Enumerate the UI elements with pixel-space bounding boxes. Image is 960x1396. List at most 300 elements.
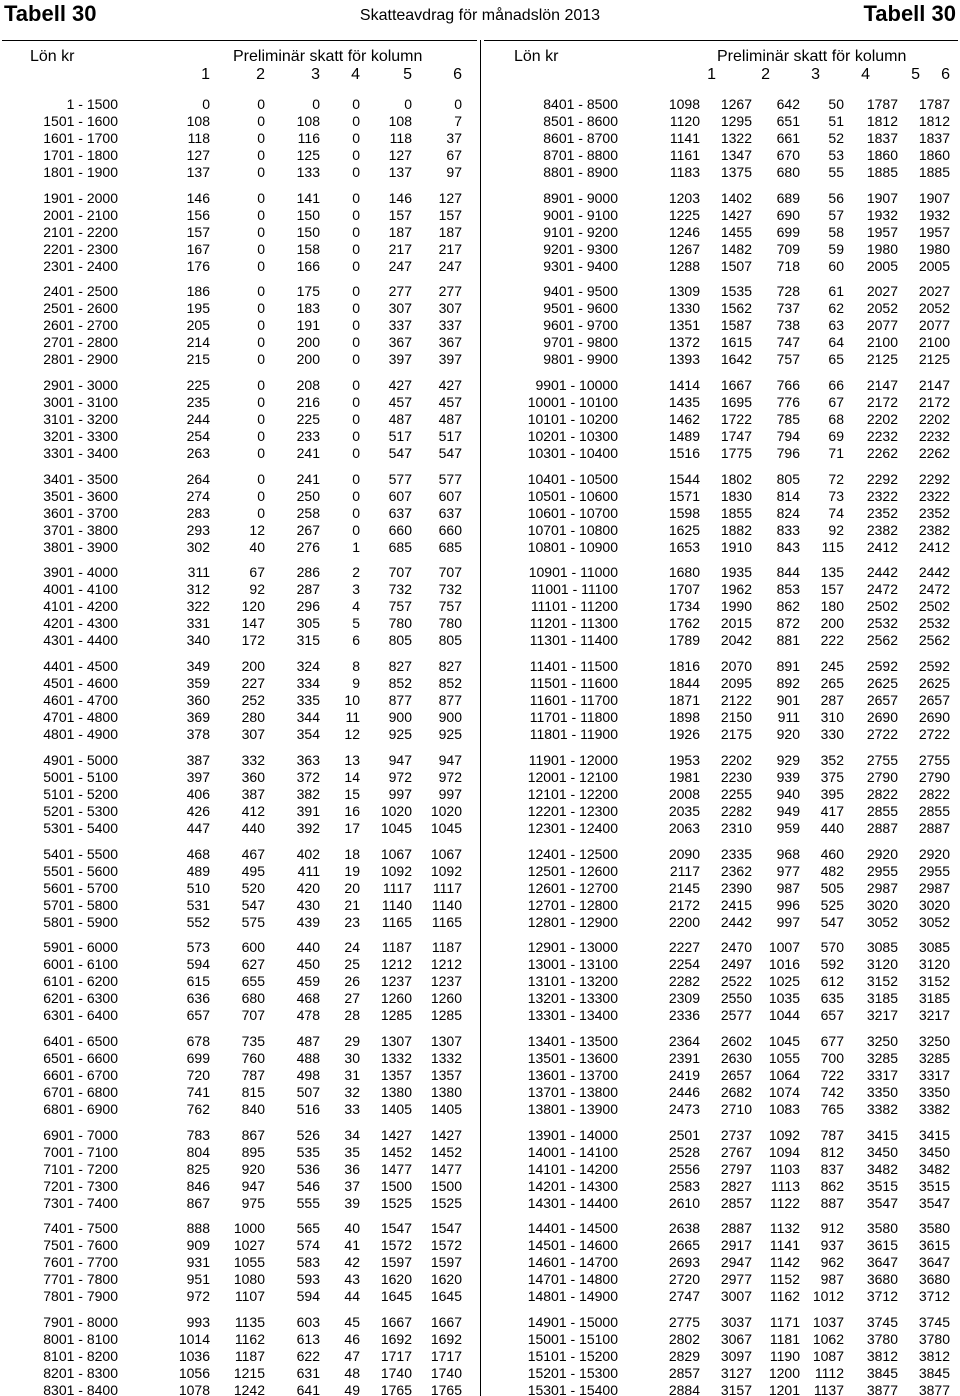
tax-cell: 2254: [668, 956, 700, 973]
tax-cell: 1020: [380, 802, 412, 819]
tax-cell: 1094: [768, 1143, 800, 1160]
tax-cell: 642: [776, 96, 800, 112]
tax-cell: 42: [344, 1254, 360, 1271]
table-row: [0, 190, 476, 207]
table-row: [0, 1254, 476, 1271]
salary-range-cell: 13501 - 13600: [527, 1049, 618, 1066]
tax-cell: 1267: [668, 240, 700, 257]
tax-cell: 1025: [768, 973, 800, 990]
tax-cell: 631: [296, 1364, 320, 1381]
tax-cell: 33: [344, 1100, 360, 1117]
tax-cell: 397: [186, 768, 210, 785]
tax-cell: 2887: [720, 1220, 752, 1237]
tax-cell: 1120: [669, 113, 700, 129]
table-row: [484, 803, 960, 820]
tax-cell: 391: [296, 802, 320, 819]
tax-cell: 217: [388, 240, 412, 257]
tax-cell: 657: [820, 1007, 844, 1024]
salary-range-cell: 4501 - 4600: [43, 675, 118, 692]
table-row: [0, 488, 476, 505]
tax-cell: 3780: [918, 1330, 950, 1347]
tax-cell: 250: [296, 487, 320, 504]
tax-cell: 0: [352, 223, 360, 240]
tax-cell: 195: [186, 300, 210, 317]
table-row: [484, 1161, 960, 1178]
tax-cell: 2095: [720, 675, 752, 692]
tax-cell: 787: [820, 1126, 844, 1143]
tax-cell: 180: [820, 598, 844, 615]
table-row: [0, 786, 476, 803]
tax-cell: 97: [446, 164, 462, 180]
tax-cell: 2027: [918, 283, 950, 300]
tax-cell: 1080: [233, 1271, 265, 1288]
tax-cell: 137: [388, 164, 412, 180]
tax-cell: 3007: [720, 1288, 752, 1305]
table-row: [0, 990, 476, 1007]
tax-cell: 3085: [918, 939, 950, 956]
tax-cell: 877: [438, 692, 462, 709]
tax-cell: 2625: [866, 675, 898, 692]
tax-cell: 3780: [866, 1330, 898, 1347]
tax-cell: 116: [297, 130, 320, 146]
tax-cell: 900: [438, 709, 462, 726]
tax-cell: 2322: [918, 487, 950, 504]
salary-range-cell: 13201 - 13300: [527, 990, 618, 1007]
tax-cell: 3317: [918, 1066, 950, 1083]
row-group: [484, 471, 960, 556]
tax-cell: 1062: [812, 1330, 844, 1347]
tax-cell: 3615: [918, 1237, 950, 1254]
tax-cell: 0: [257, 147, 265, 163]
table-row: [484, 1237, 960, 1254]
tax-cell: 0: [352, 283, 360, 300]
tax-cell: 1544: [668, 470, 700, 487]
tax-cell: 2755: [866, 751, 898, 768]
tax-cell: 3745: [918, 1313, 950, 1330]
tax-cell: 1171: [769, 1313, 800, 1330]
tax-cell: 34: [344, 1126, 360, 1143]
row-group: [484, 658, 960, 743]
tax-cell: 440: [296, 939, 320, 956]
tax-cell: 307: [388, 300, 412, 317]
salary-range-cell: 10301 - 10400: [527, 445, 618, 462]
tax-cell: 1707: [668, 581, 700, 598]
tax-cell: 1717: [380, 1347, 412, 1364]
tax-cell: 846: [186, 1177, 210, 1194]
tax-cell: 699: [186, 1049, 210, 1066]
tax-cell: 1722: [720, 411, 752, 428]
table-row: [484, 394, 960, 411]
tax-cell: 1572: [380, 1237, 412, 1254]
tax-cell: 13: [344, 751, 360, 768]
tax-cell: 1141: [769, 1237, 800, 1254]
table-row: [0, 113, 476, 130]
row-group: [484, 1033, 960, 1118]
tax-cell: 252: [241, 692, 265, 709]
salary-range-cell: 4601 - 4700: [43, 692, 118, 709]
tax-cell: 2532: [866, 615, 898, 632]
tax-cell: 575: [241, 913, 265, 930]
tax-cell: 28: [344, 1007, 360, 1024]
tax-cell: 1844: [668, 675, 700, 692]
tax-cell: 411: [297, 862, 320, 879]
tax-cell: 127: [186, 147, 210, 163]
tax-cell: 3020: [918, 896, 950, 913]
tax-cell: 146: [388, 189, 412, 206]
tax-cell: 1535: [720, 283, 752, 300]
salary-range-cell: 12601 - 12700: [527, 879, 618, 896]
tax-cell: 555: [296, 1194, 320, 1211]
tax-cell: 3285: [866, 1049, 898, 1066]
salary-range-cell: 1601 - 1700: [43, 130, 118, 146]
tax-cell: 147: [241, 615, 265, 632]
tax-cell: 488: [296, 1049, 320, 1066]
tax-cell: 2920: [866, 845, 898, 862]
tax-cell: 1092: [768, 1126, 800, 1143]
table-row: [0, 207, 476, 224]
tax-cell: 912: [820, 1220, 844, 1237]
table-number-left: Tabell 30: [4, 1, 97, 26]
table-row: [0, 632, 476, 649]
tax-cell: 1074: [768, 1083, 800, 1100]
tax-cell: 2292: [866, 470, 898, 487]
table-row: [0, 846, 476, 863]
tax-cell: 2657: [918, 692, 950, 709]
tax-cell: 305: [296, 615, 320, 632]
tax-cell: 8: [352, 658, 360, 675]
column-number: 3: [811, 66, 820, 83]
tax-cell: 0: [257, 411, 265, 428]
tax-cell: 3580: [866, 1220, 898, 1237]
tax-cell: 1183: [669, 164, 700, 180]
tax-cell: 1007: [768, 939, 800, 956]
table-row: [0, 1195, 476, 1212]
salary-range-cell: 3801 - 3900: [43, 538, 118, 555]
table-row: [484, 769, 960, 786]
tax-cell: 322: [186, 598, 210, 615]
tax-cell: 937: [820, 1237, 844, 1254]
tax-column-label: Preliminär skatt för kolumn: [233, 48, 423, 65]
tax-cell: 1572: [430, 1237, 462, 1254]
tax-cell: 975: [241, 1194, 265, 1211]
tax-cell: 577: [438, 470, 462, 487]
tax-cell: 1477: [380, 1160, 412, 1177]
tax-cell: 349: [186, 658, 210, 675]
tax-cell: 3250: [866, 1032, 898, 1049]
tax-cell: 73: [828, 487, 844, 504]
salary-range-cell: 11001 - 11100: [530, 581, 618, 598]
table-row: [484, 1067, 960, 1084]
tax-cell: 1103: [769, 1160, 800, 1177]
salary-range-cell: 12901 - 13000: [527, 939, 618, 956]
salary-range-cell: 8901 - 9000: [543, 189, 618, 206]
tax-cell: 765: [820, 1100, 844, 1117]
table-row: [0, 241, 476, 258]
tax-cell: 53: [828, 147, 844, 163]
tax-cell: 67: [249, 564, 265, 581]
tax-cell: 1285: [430, 1007, 462, 1024]
tax-cell: 2822: [918, 785, 950, 802]
tax-cell: 3515: [866, 1177, 898, 1194]
tax-cell: 947: [241, 1177, 265, 1194]
tax-cell: 0: [352, 351, 360, 368]
tax-cell: 2382: [866, 521, 898, 538]
tax-cell: 36: [344, 1160, 360, 1177]
salary-range-cell: 7701 - 7800: [43, 1271, 118, 1288]
salary-range-cell: 3601 - 3700: [43, 504, 118, 521]
tax-cell: 3382: [866, 1100, 898, 1117]
table-row: [0, 1067, 476, 1084]
salary-range-cell: 13901 - 14000: [527, 1126, 618, 1143]
salary-range-cell: 9601 - 9700: [543, 317, 618, 334]
tax-cell: 200: [296, 351, 320, 368]
tax-cell: 200: [296, 334, 320, 351]
tax-cell: 728: [776, 283, 800, 300]
tax-cell: 137: [186, 164, 210, 180]
tax-cell: 0: [352, 445, 360, 462]
table-row: [484, 615, 960, 632]
tax-cell: 2690: [866, 709, 898, 726]
salary-range-cell: 6301 - 6400: [43, 1007, 118, 1024]
tax-cell: 2322: [866, 487, 898, 504]
salary-range-cell: 7601 - 7700: [43, 1254, 118, 1271]
salary-range-cell: 9901 - 10000: [535, 377, 618, 394]
table-row: [0, 377, 476, 394]
salary-range-cell: 6501 - 6600: [43, 1049, 118, 1066]
tax-cell: 2857: [720, 1194, 752, 1211]
tax-cell: 2610: [668, 1194, 700, 1211]
tax-cell: 785: [776, 411, 800, 428]
tax-cell: 920: [241, 1160, 265, 1177]
tax-cell: 1078: [178, 1381, 210, 1396]
tax-cell: 1452: [380, 1143, 412, 1160]
tax-cell: 50: [828, 96, 844, 112]
table-row: [484, 113, 960, 130]
tax-cell: 1037: [812, 1313, 844, 1330]
tax-cell: 709: [776, 240, 800, 257]
salary-range-cell: 2901 - 3000: [43, 377, 118, 394]
tax-cell: 2955: [866, 862, 898, 879]
tax-cell: 254: [186, 428, 210, 445]
tax-cell: 283: [186, 504, 210, 521]
tax-cell: 977: [776, 862, 800, 879]
tax-cell: 2528: [668, 1143, 700, 1160]
tax-cell: 3052: [918, 913, 950, 930]
tax-cell: 1562: [720, 300, 752, 317]
tax-cell: 2473: [668, 1100, 700, 1117]
tax-cell: 127: [438, 189, 462, 206]
tax-cell: 552: [186, 913, 210, 930]
tax-cell: 844: [776, 564, 800, 581]
table-row: [0, 300, 476, 317]
tax-cell: 2502: [866, 598, 898, 615]
table-row: [484, 505, 960, 522]
tax-cell: 1507: [720, 257, 752, 274]
row-group: [0, 1314, 476, 1396]
tax-cell: 1357: [380, 1066, 412, 1083]
tax-cell: 57: [828, 206, 844, 223]
row-group: [484, 846, 960, 931]
tax-cell: 0: [352, 240, 360, 257]
salary-range-cell: 9501 - 9600: [543, 300, 618, 317]
salary-range-cell: 7801 - 7900: [43, 1288, 118, 1305]
tax-cell: 3680: [866, 1271, 898, 1288]
salary-range-cell: 14101 - 14200: [527, 1160, 618, 1177]
tax-cell: 6: [352, 632, 360, 649]
tax-cell: 1667: [380, 1313, 412, 1330]
salary-range-cell: 7901 - 8000: [43, 1313, 118, 1330]
tax-cell: 2415: [720, 896, 752, 913]
tax-cell: 827: [388, 658, 412, 675]
tax-cell: 972: [186, 1288, 210, 1305]
tax-cell: 2977: [720, 1271, 752, 1288]
tax-cell: 2202: [918, 411, 950, 428]
tax-cell: 2767: [720, 1143, 752, 1160]
tax-cell: 0: [257, 113, 265, 129]
tax-cell: 853: [776, 581, 800, 598]
tax-cell: 24: [344, 939, 360, 956]
tax-cell: 2147: [866, 377, 898, 394]
tax-cell: 573: [186, 939, 210, 956]
tax-cell: 1187: [381, 939, 412, 956]
tax-cell: 39: [344, 1194, 360, 1211]
table-row: [0, 130, 476, 147]
tax-cell: 1045: [380, 819, 412, 836]
tax-cell: 1860: [918, 147, 950, 163]
tax-cell: 757: [438, 598, 462, 615]
tax-cell: 862: [776, 598, 800, 615]
tax-cell: 9: [352, 675, 360, 692]
salary-range-cell: 12501 - 12600: [527, 862, 618, 879]
salary-range-cell: 11201 - 11300: [529, 615, 618, 632]
salary-range-cell: 15301 - 15400: [527, 1381, 618, 1396]
salary-range-cell: 12301 - 12400: [527, 819, 618, 836]
tax-cell: 0: [404, 96, 412, 112]
tax-cell: 495: [241, 862, 265, 879]
table-row: [0, 1033, 476, 1050]
tax-cell: 1122: [769, 1194, 800, 1211]
row-group: [0, 96, 476, 181]
tax-cell: 872: [776, 615, 800, 632]
salary-range-cell: 8301 - 8400: [43, 1381, 118, 1396]
tax-cell: 48: [344, 1364, 360, 1381]
tax-cell: 1695: [720, 394, 752, 411]
tax-cell: 172: [241, 632, 265, 649]
tax-cell: 888: [186, 1220, 210, 1237]
tax-cell: 1787: [866, 96, 898, 112]
tax-cell: 612: [820, 973, 844, 990]
tax-cell: 1135: [234, 1313, 265, 1330]
page-header: [0, 0, 960, 34]
tax-cell: 641: [296, 1381, 320, 1396]
tax-cell: 547: [438, 445, 462, 462]
tax-cell: 37: [446, 130, 462, 146]
tax-cell: 1309: [668, 283, 700, 300]
tax-cell: 0: [257, 445, 265, 462]
salary-range-cell: 5101 - 5200: [43, 785, 118, 802]
tax-cell: 439: [296, 913, 320, 930]
tax-cell: 64: [828, 334, 844, 351]
salary-range-cell: 9201 - 9300: [543, 240, 618, 257]
tax-cell: 1237: [430, 973, 462, 990]
tax-cell: 29: [344, 1032, 360, 1049]
salary-range-cell: 1701 - 1800: [43, 147, 118, 163]
table-row: [484, 598, 960, 615]
tax-cell: 1215: [233, 1364, 265, 1381]
tax-cell: 794: [776, 428, 800, 445]
tax-cell: 815: [241, 1083, 265, 1100]
tax-cell: 700: [820, 1049, 844, 1066]
tax-cell: 3052: [866, 913, 898, 930]
table-row: [0, 1144, 476, 1161]
tax-cell: 516: [296, 1100, 320, 1117]
table-number-right: Tabell 30: [863, 1, 956, 26]
tax-cell: 3317: [866, 1066, 898, 1083]
table-row: [0, 283, 476, 300]
tax-cell: 3185: [866, 990, 898, 1007]
tax-cell: 156: [186, 206, 210, 223]
tax-cell: 2027: [866, 283, 898, 300]
tax-cell: 1142: [769, 1254, 800, 1271]
tax-cell: 2292: [918, 470, 950, 487]
tax-cell: 367: [388, 334, 412, 351]
tax-cell: 1615: [720, 334, 752, 351]
tax-table-left: [0, 96, 476, 1396]
table-row: [0, 1084, 476, 1101]
tax-cell: 972: [388, 768, 412, 785]
tax-cell: 3097: [720, 1347, 752, 1364]
tax-cell: 2797: [720, 1160, 752, 1177]
tax-cell: 108: [388, 113, 412, 129]
column-number: 2: [761, 66, 770, 83]
tax-cell: 2175: [720, 726, 752, 743]
tax-cell: 467: [241, 845, 265, 862]
salary-range-cell: 3201 - 3300: [43, 428, 118, 445]
tax-cell: 1237: [380, 973, 412, 990]
column-divider: [480, 40, 481, 1396]
tax-cell: 15: [344, 785, 360, 802]
table-row: [0, 445, 476, 462]
tax-cell: 2790: [866, 768, 898, 785]
row-group: [0, 939, 476, 1024]
table-row: [484, 786, 960, 803]
tax-cell: 225: [296, 411, 320, 428]
tax-cell: 55: [828, 164, 844, 180]
tax-cell: 406: [186, 785, 210, 802]
tax-cell: 1203: [668, 189, 700, 206]
table-row: [484, 846, 960, 863]
salary-range-cell: 8501 - 8600: [543, 113, 618, 129]
tax-cell: 1242: [233, 1381, 265, 1396]
salary-range-cell: 6001 - 6100: [43, 956, 118, 973]
tax-cell: 125: [296, 147, 320, 163]
tax-cell: 1152: [769, 1271, 800, 1288]
tax-cell: 1181: [769, 1330, 800, 1347]
table-row: [0, 411, 476, 428]
salary-range-cell: 4901 - 5000: [43, 751, 118, 768]
tax-cell: 1427: [720, 206, 752, 223]
column-number: 5: [403, 66, 412, 83]
tax-cell: 146: [186, 189, 210, 206]
tax-cell: 2625: [918, 675, 950, 692]
tax-cell: 931: [186, 1254, 210, 1271]
tax-cell: 827: [438, 658, 462, 675]
tax-cell: 2419: [668, 1066, 700, 1083]
tax-cell: 440: [820, 819, 844, 836]
tax-cell: 2052: [918, 300, 950, 317]
table-row: [0, 522, 476, 539]
tax-cell: 267: [296, 521, 320, 538]
